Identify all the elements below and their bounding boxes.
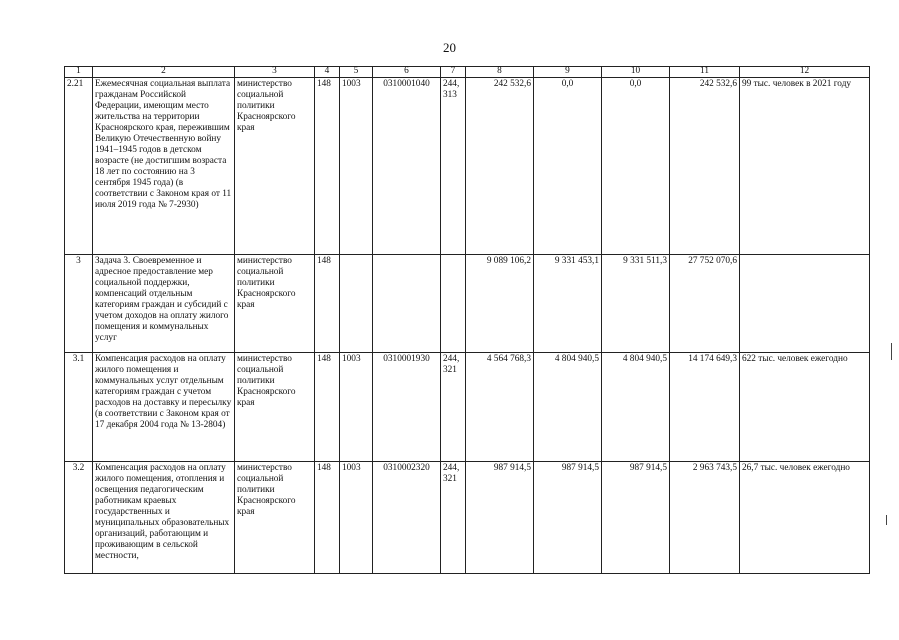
measure-name: Компенсация расходов на оплату жилого помещения, отопления и освещения педагогическим работникам краевых государственных и муниципальных образовательных организаций, работающим и проживающим в сельской местности, bbox=[93, 462, 235, 574]
column-number: 3 bbox=[235, 67, 315, 78]
grbs-code: 148 bbox=[315, 255, 340, 353]
column-number: 1 bbox=[65, 67, 93, 78]
amount-2022: 9 331 511,3 bbox=[602, 255, 670, 353]
expected-result bbox=[740, 255, 870, 353]
column-number: 10 bbox=[602, 67, 670, 78]
executor: министерство социальной политики Красноярского края bbox=[235, 353, 315, 462]
column-number: 11 bbox=[670, 67, 740, 78]
row-number: 3.1 bbox=[65, 353, 93, 462]
measure-name: Задача 3. Своевременное и адресное предоставление мер социальной поддержки, компенсаций отдельным категориям граждан и субсидий с учетом доходов на оплату жилого помещения и коммунальных услуг bbox=[93, 255, 235, 353]
row-number: 2.21 bbox=[65, 78, 93, 255]
table-row bbox=[65, 78, 870, 255]
amount-2021: 4 804 940,5 bbox=[534, 353, 602, 462]
executor: министерство социальной политики Красноярского края bbox=[235, 78, 315, 255]
grbs-code: 148 bbox=[315, 78, 340, 255]
column-number: 6 bbox=[373, 67, 441, 78]
amount-total: 2 963 743,5 bbox=[670, 462, 740, 574]
executor: министерство социальной политики Красноярского края bbox=[235, 462, 315, 574]
amount-2020: 987 914,5 bbox=[466, 462, 534, 574]
amount-total: 27 752 070,6 bbox=[670, 255, 740, 353]
table-row bbox=[65, 353, 870, 462]
measure-name: Компенсация расходов на оплату жилого помещения и коммунальных услуг отдельным категориям граждан с учетом расходов на доставку и пересылку (в соответствии с Законом края от 17 декабря 2004 года № 13-2804) bbox=[93, 353, 235, 462]
vr-code bbox=[441, 255, 466, 353]
column-number: 7 bbox=[441, 67, 466, 78]
rzpr-code: 1003 bbox=[340, 78, 373, 255]
column-number: 4 bbox=[315, 67, 340, 78]
table-row bbox=[65, 255, 870, 353]
amount-2022: 4 804 940,5 bbox=[602, 353, 670, 462]
row-number: 3 bbox=[65, 255, 93, 353]
expected-result: 26,7 тыс. человек ежегодно bbox=[740, 462, 870, 574]
program-table bbox=[64, 66, 870, 574]
column-number: 9 bbox=[534, 67, 602, 78]
amount-total: 14 174 649,3 bbox=[670, 353, 740, 462]
csr-code: 0310001040 bbox=[373, 78, 441, 255]
amount-2021: 987 914,5 bbox=[534, 462, 602, 574]
amount-2021: 9 331 453,1 bbox=[534, 255, 602, 353]
amount-2020: 242 532,6 bbox=[466, 78, 534, 255]
table-row bbox=[65, 462, 870, 574]
rzpr-code bbox=[340, 255, 373, 353]
grbs-code: 148 bbox=[315, 353, 340, 462]
vr-code: 244, 321 bbox=[441, 462, 466, 574]
csr-code bbox=[373, 255, 441, 353]
executor: министерство социальной политики Красноярского края bbox=[235, 255, 315, 353]
scan-mark bbox=[886, 515, 887, 525]
row-number: 3.2 bbox=[65, 462, 93, 574]
column-number: 2 bbox=[93, 67, 235, 78]
measure-name: Ежемесячная социальная выплата гражданам Российской Федерации, имеющим место жительства на территории Красноярского края, пережившим Великую Отечественную войну 1941–1945 годов в детском возрасте (не достигшим возраста 18 лет по состоянию на 3 сентября 1945 года) (в соответствии с Законом края от 11 июля 2019 года № 7-2930) bbox=[93, 78, 235, 255]
csr-code: 0310002320 bbox=[373, 462, 441, 574]
scan-mark bbox=[891, 343, 892, 360]
page-number: 20 bbox=[443, 40, 456, 55]
vr-code: 244, 321 bbox=[441, 353, 466, 462]
expected-result: 622 тыс. человек ежегодно bbox=[740, 353, 870, 462]
rzpr-code: 1003 bbox=[340, 462, 373, 574]
amount-total: 242 532,6 bbox=[670, 78, 740, 255]
csr-code: 0310001930 bbox=[373, 353, 441, 462]
amount-2020: 9 089 106,2 bbox=[466, 255, 534, 353]
amount-2022: 987 914,5 bbox=[602, 462, 670, 574]
amount-2022: 0,0 bbox=[602, 78, 670, 255]
column-number: 5 bbox=[340, 67, 373, 78]
amount-2021: 0,0 bbox=[534, 78, 602, 255]
column-number: 8 bbox=[466, 67, 534, 78]
rzpr-code: 1003 bbox=[340, 353, 373, 462]
vr-code: 244, 313 bbox=[441, 78, 466, 255]
grbs-code: 148 bbox=[315, 462, 340, 574]
column-number: 12 bbox=[740, 67, 870, 78]
amount-2020: 4 564 768,3 bbox=[466, 353, 534, 462]
column-number-row bbox=[65, 67, 870, 78]
expected-result: 99 тыс. человек в 2021 году bbox=[740, 78, 870, 255]
